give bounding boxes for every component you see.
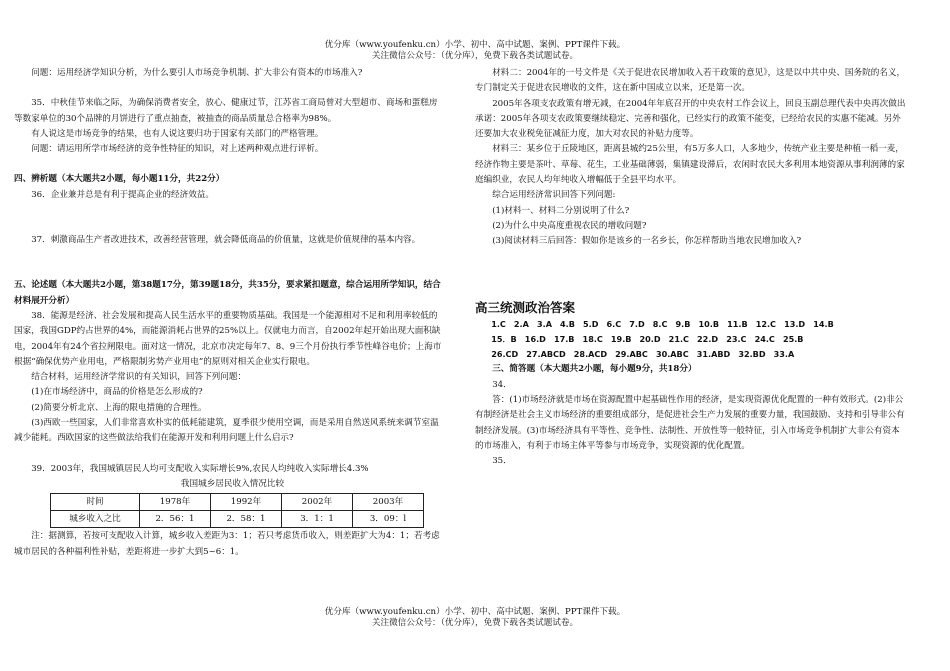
material-question-1: (1)材料一、材料二分别说明了什么? (492, 205, 630, 216)
table-cell: 3．1：1 (282, 511, 353, 528)
page-header (0, 40, 950, 62)
section-5-title: 五、论述题（本大题共2小题，第38题17分，第39题18分，共35分，要求紧扣题意，综合运用所学知识，结合材料展开分析） (14, 280, 441, 306)
income-table (50, 493, 424, 528)
q35-question: 问题：请运用所学市场经济的竞争性特征的知识，对上述两种观点进行评析。 (31, 144, 324, 155)
table-header-row (51, 494, 424, 511)
table-header-cell: 2002年 (282, 494, 353, 511)
table-cell: 城乡收入之比 (51, 511, 140, 528)
material-questions-lead: 综合运用经济常识回答下列问题: (492, 190, 616, 201)
q38-text: 38．能源是经济、社会发展和提高人民生活水平的重要物质基础。我国是一个能源相对不足和利用率较低的国家，我国GDP约占世界的4%，而能源消耗占世界的25%以上。仅就电力而言，自2002年起开始出现大面积缺电，2004年有24个省拉闸限电。面对这一情况，北京市决定每年7、8、9三个月份执行季节性峰谷电价；上海市根据“确保优势产业用电，严格限制劣势产业用电”的原则对相关企业实行限电。 (14, 310, 442, 367)
material-2: 材料二：2004年的一号文件是《关于促进农民增加收入若干政策的意见》，这是以中共中央、国务院的名义，专门制定关于促进农民增收的文件，这在新中国成立以来，还是第一次。 (475, 68, 906, 94)
header-line-2: 关注微信公众号：（优分库），免费下载各类试题试卷。 (371, 51, 579, 61)
q34-question: 问题：运用经济学知识分析，为什么要引人市场竞争机制、扩大非公有资本的市场准入? (31, 68, 363, 78)
q39-text: 39．2003年，我国城镇居民人均可支配收入实际增长9%,农民人均纯收入实际增长4.3% (31, 463, 369, 474)
answer-34-text: 答：(1)市场经济就是市场在资源配置中起基础性作用的经济，是实现资源优化配置的一种有效形式。(2)非公有制经济是社会主义市场经济的重要组成部分，是促进社会生产力发展的重要力量，我国鼓励、支持和引导非公有制经济发展。(3)市场经济具有平等性、竞争性、法制性、开放性等一般特征，引入市场竞争机制扩大非公有资本的市场准入，有利于市场主体平等参与市场竞争，实现资源的优化配置。 (475, 395, 905, 451)
table-header-cell: 2003年 (353, 494, 424, 511)
answer-35-number: 35． (492, 456, 512, 467)
table-cell: 2．56：1 (140, 511, 211, 528)
answer-section-3: 三、简答题（本大题共2小题，每小题9分，共18分） (492, 364, 697, 375)
header-line-1: 优分库（www.youfenku.cn）小学、初中、高中试题、案例、PPT课件下载。 (324, 40, 626, 50)
table-caption: 我国城乡居民收入情况比较 (180, 478, 285, 489)
answer-line-2: 15．B 16.D 17.B 18.C 19.B 20.D 21.C 22.D 23.C 24.C 25.B (491, 333, 804, 344)
q36-text: 36．企业兼并总是有利于提高企业的经济效益。 (31, 189, 214, 200)
q38-lead: 结合材料，运用经济学常识的有关知识，回答下列问题： (31, 372, 247, 383)
answer-34-number: 34． (492, 379, 512, 390)
q38-sub-1: (1)在市场经济中，商品的价格是怎么形成的? (31, 387, 203, 398)
table-cell: 3．09：l (353, 511, 424, 528)
table-header-cell: 1978年 (140, 494, 211, 511)
material-3: 材料三：某乡位于丘陵地区，距离县城约25公里，有5万多人口，人多地少，传统产业主要是种植一稻一麦，经济作物主要是茶叶、草莓、花生，工业基础薄弱，集镇建设滞后，农闲时农民大多利用本地资源从事利润薄的家庭编织业，农民人均年纯收入增幅低于全县平均水平。 (475, 144, 905, 186)
q35-text: 35．中秋佳节来临之际，为确保消费者安全，放心、健康过节，江苏省工商局曾对大型超市、商场和蛋糕房等数家单位的30个品牌的月饼进行了重点抽查，被抽查的商品质量总合格率为98%。 (14, 98, 438, 124)
answer-title: 高三统测政治答案 (475, 299, 576, 315)
q37-text: 37．刺激商品生产者改进技术，改善经营管理，就会降低商品的价值量，这就是价值规律的基本内容。 (31, 235, 421, 246)
q35-paragraph-2: 有人说这是市场竞争的结果，也有人说这要归功于国家有关部门的严格管理。 (31, 128, 324, 139)
material-2-continued: 2005年各项支农政策有增无减，在2004年年底召开的中央农村工作会议上，回良玉副总理代表中央再次做出承诺：2005年各项支农政策要继续稳定、完善和强化，已经实行的政策不能变，已经给农民的实惠不能减。另外还要加大农业税免征减征力度，加大对农民的补贴力度等。 (475, 98, 906, 140)
section-4-title: 四、辨析题（本大题共2小题，每小题11分，共22分） (14, 174, 225, 185)
table-cell: 2．58：1 (211, 511, 282, 528)
table-note: 注：据测算，若按可支配收入计算，城乡收入差距为3：1；若只考虑货币收入，则差距扩大为4：1；若考虑城市居民的各种福利性补贴，差距将进一步扩大到5~6：1。 (14, 531, 440, 557)
left-column (14, 66, 445, 560)
footer-line-1: 优分库（www.youfenku.cn）小学、初中、高中试题、案例、PPT课件下载。 (324, 607, 626, 617)
table-row (51, 511, 424, 528)
answer-line-3: 26.CD 27.ABCD 28.ACD 29.ABC 30.ABC 31.ABD 32.BD 33.A (491, 349, 795, 360)
material-question-3: (3)阅读材料三后回答：假如你是该乡的一名乡长，你怎样帮助当地农民增加收入? (492, 236, 802, 247)
material-question-2: (2)为什么中央高度重视农民的增收问题? (492, 220, 647, 231)
table-header-cell: 时间 (51, 494, 140, 511)
page-footer (0, 607, 950, 629)
q38-sub-3: (3)西欧一些国家，人们非常喜欢朴实的低耗能建筑，夏季很少使用空调，而是采用自然送风系统来调节室温减少能耗。西欧国家的这些做法给我们在能源开发和利用问题上什么启示? (14, 418, 439, 444)
footer-line-2: 关注微信公众号：（优分库），免费下载各类试题试卷。 (371, 618, 579, 628)
answer-line-1: 1.C 2.A 3.A 4.B 5.D 6.C 7.D 8.C 9.B 10.B 11.B 12.C 13.D 14.B (491, 318, 834, 329)
table-header-cell: 1992年 (211, 494, 282, 511)
right-column (475, 66, 907, 470)
q38-sub-2: (2)简要分析北京、上海的限电措施的合理性。 (31, 402, 207, 413)
